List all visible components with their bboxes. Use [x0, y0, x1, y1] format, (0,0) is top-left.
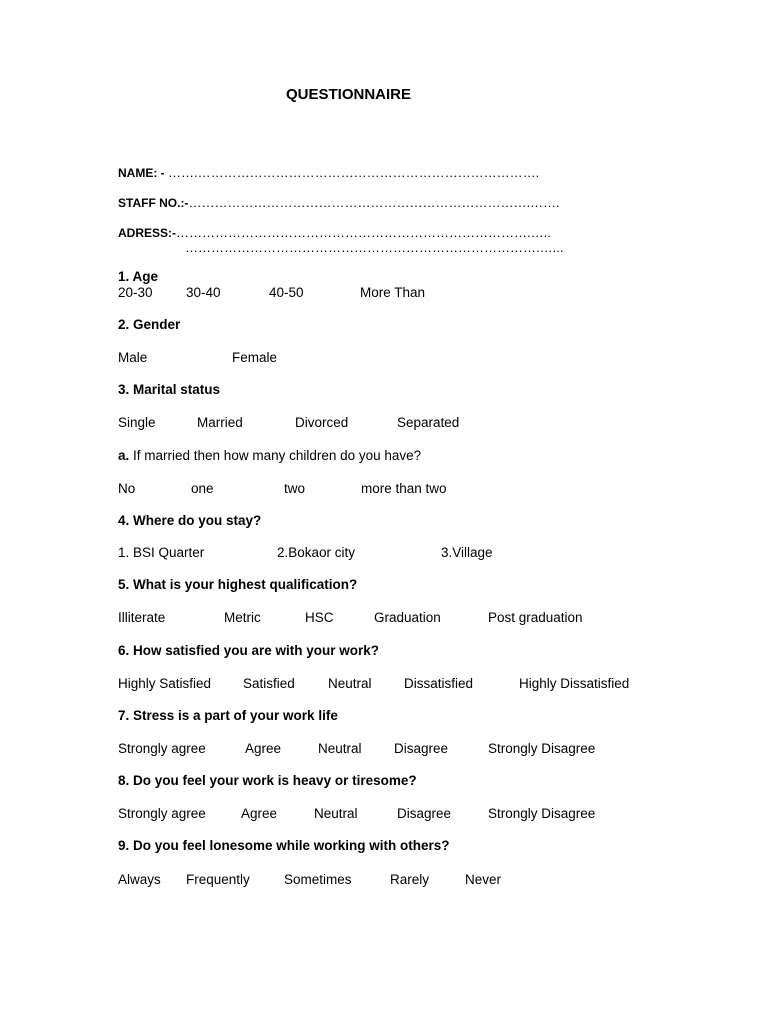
- option[interactable]: more than two: [361, 481, 447, 496]
- option[interactable]: two: [284, 481, 306, 496]
- option[interactable]: Dissatisfied: [404, 676, 474, 691]
- option[interactable]: Agree: [241, 806, 278, 821]
- option[interactable]: Agree: [245, 741, 282, 756]
- option[interactable]: 20-30: [118, 285, 153, 300]
- staff-no-field: [118, 195, 560, 210]
- question-children: [118, 448, 421, 463]
- question-qualification: 5. What is your highest qualification?: [118, 577, 358, 592]
- question-workload: 8. Do you feel your work is heavy or tiresome?: [118, 773, 417, 788]
- question-gender: 2. Gender: [118, 317, 181, 332]
- option[interactable]: Always: [118, 872, 161, 887]
- option[interactable]: Satisfied: [243, 676, 295, 691]
- option[interactable]: 3.Village: [441, 545, 493, 560]
- question-satisfaction: 6. How satisfied you are with your work?: [118, 643, 380, 658]
- sub-question-prefix: a.: [118, 448, 130, 463]
- sub-question-text: If married then how many children do you have?: [129, 448, 422, 463]
- option[interactable]: 40-50: [269, 285, 304, 300]
- option[interactable]: Frequently: [186, 872, 250, 887]
- option[interactable]: Never: [465, 872, 502, 887]
- address-blank-1: ……………………………………………………………………….…..: [176, 225, 551, 240]
- option[interactable]: Neutral: [318, 741, 362, 756]
- option[interactable]: Strongly Disagree: [488, 806, 596, 821]
- option[interactable]: Disagree: [397, 806, 452, 821]
- option[interactable]: Single: [118, 415, 156, 430]
- address-field-line-2: [185, 240, 563, 255]
- staff-no-blank: …………………………………………………………………….…….: [188, 195, 560, 210]
- question-residence: 4. Where do you stay?: [118, 513, 262, 528]
- option[interactable]: Divorced: [295, 415, 349, 430]
- option[interactable]: No: [118, 481, 136, 496]
- option[interactable]: Illiterate: [118, 610, 166, 625]
- option[interactable]: Strongly Disagree: [488, 741, 596, 756]
- option[interactable]: 1. BSI Quarter: [118, 545, 205, 560]
- option[interactable]: Post graduation: [488, 610, 583, 625]
- option[interactable]: More Than: [360, 285, 426, 300]
- name-label: NAME: -: [118, 166, 168, 180]
- page-title: QUESTIONNAIRE: [286, 86, 412, 103]
- option[interactable]: HSC: [305, 610, 334, 625]
- option[interactable]: Married: [197, 415, 243, 430]
- name-blank: …….…………………………………………………………………….: [168, 165, 540, 180]
- name-field: [118, 165, 539, 180]
- question-stress: 7. Stress is a part of your work life: [118, 708, 338, 723]
- option[interactable]: Rarely: [390, 872, 430, 887]
- option[interactable]: Highly Dissatisfied: [519, 676, 630, 691]
- option[interactable]: Graduation: [374, 610, 441, 625]
- option[interactable]: Female: [232, 350, 278, 365]
- address-blank-2: ……………………………………………………………………….…...: [185, 240, 564, 255]
- option[interactable]: Disagree: [394, 741, 449, 756]
- option[interactable]: Male: [118, 350, 148, 365]
- staff-no-label: STAFF NO.:-: [118, 196, 189, 210]
- option[interactable]: Strongly agree: [118, 741, 206, 756]
- option[interactable]: Neutral: [314, 806, 358, 821]
- option[interactable]: Sometimes: [284, 872, 352, 887]
- question-loneliness: 9. Do you feel lonesome while working with others?: [118, 838, 450, 853]
- option[interactable]: Highly Satisfied: [118, 676, 212, 691]
- option[interactable]: Neutral: [328, 676, 372, 691]
- option[interactable]: 30-40: [186, 285, 221, 300]
- address-field: [118, 225, 551, 240]
- option[interactable]: one: [191, 481, 214, 496]
- question-marital-status: 3. Marital status: [118, 382, 221, 397]
- question-age: 1. Age: [118, 269, 159, 284]
- option[interactable]: Separated: [397, 415, 460, 430]
- option[interactable]: 2.Bokaor city: [277, 545, 356, 560]
- address-label: ADRESS:-: [118, 226, 177, 240]
- option[interactable]: Strongly agree: [118, 806, 206, 821]
- option[interactable]: Metric: [224, 610, 261, 625]
